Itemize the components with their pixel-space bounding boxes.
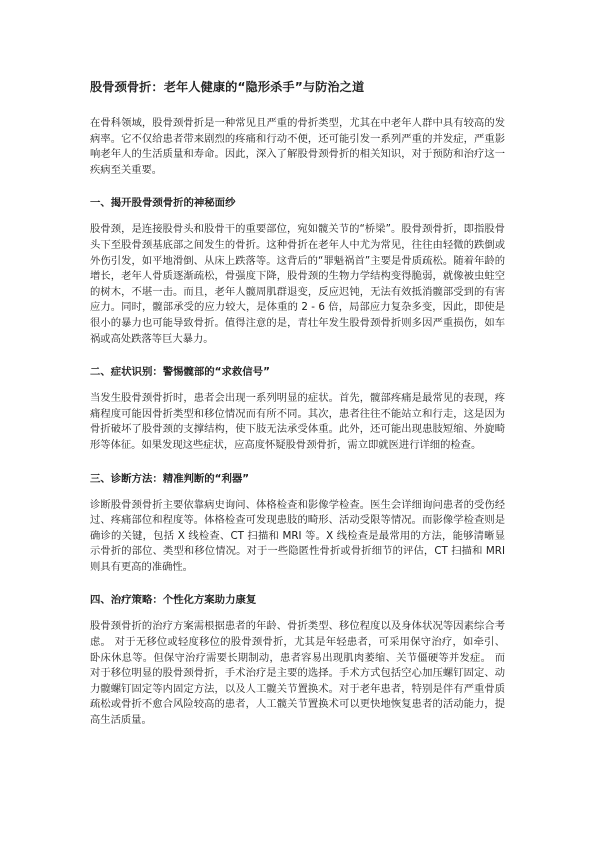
section-paragraph-symptoms: 当发生股骨颈骨折时，患者会出现一系列明显的症状。首先，髋部疼痛是最常见的表现，疼痛程度可能因骨折类型和移位情况而有所不同。其次，患者往往不能站立和行走，这是因为骨折破坏了股骨颈的支撑结构，使下肢无法承受体重。此外，还可能出现患肢短缩、外旋畸形等体征。如果发现这些症状，应高度怀疑股骨颈骨折，需立即就医进行详细的检查。: [90, 392, 505, 451]
section-heading-symptoms: 二、症状识别：警惕髋部的“求救信号”: [90, 366, 270, 379]
section-heading-diagnosis: 三、诊断方法：精准判断的“利器”: [90, 472, 250, 485]
document-page: [90, 78, 505, 729]
section-heading-treatment: 四、治疗策略：个性化方案助力康复: [90, 594, 257, 607]
intro-paragraph: 在骨科领域，股骨颈骨折是一种常见且严重的骨折类型，尤其在中老年人群中具有较高的发病率。它不仅给患者带来剧烈的疼痛和行动不便，还可能引发一系列严重的并发症，严重影响老年人的生活质量和寿命。因此，深入了解股骨颈骨折的相关知识，对于预防和治疗这一疾病至关重要。: [90, 117, 505, 176]
section-heading-overview: 一、揭开股骨颈骨折的神秘面纱: [90, 197, 236, 210]
section-paragraph-diagnosis: 诊断股骨颈骨折主要依靠病史询问、体格检查和影像学检查。医生会详细询问患者的受伤经过、疼痛部位和程度等。体格检查可发现患肢的畸形、活动受限等情况。而影像学检查则是确诊的关键，包括 X 线检查、CT 扫描和 MRI 等。X 线检查是最常用的方法，能够清晰显示骨折的部位、类型和移位情况。对于一些隐匿性骨折或骨折细节的评估，CT 扫描和 MRI 则具有更高的准确性。: [90, 498, 505, 573]
article-title: 股骨颈骨折：老年人健康的“隐形杀手”与防治之道: [90, 80, 365, 94]
section-paragraph-treatment: 股骨颈骨折的治疗方案需根据患者的年龄、骨折类型、移位程度以及身体状况等因素综合考虑。 对于无移位或轻度移位的股骨颈骨折，尤其是年轻患者，可采用保守治疗，如牵引、卧床休息等。但保守治疗需要长期制动，患者容易出现肌肉萎缩、关节僵硬等并发症。 而对于移位明显的股骨颈骨折，手术治疗是主要的选择。手术方式包括空心加压螺钉固定、动力髋螺钉固定等内固定方法，以及人工髋关节置换术。对于老年患者，特别是伴有严重骨质疏松或骨折不愈合风险较高的患者，人工髋关节置换术可以更快地恢复患者的活动能力，提高生活质量。: [90, 620, 505, 727]
section-paragraph-overview: 股骨颈，是连接股骨头和股骨干的重要部位，宛如髋关节的“桥梁”。股骨颈骨折，即指股骨头下至股骨颈基底部之间发生的骨折。这种骨折在老年人中尤为常见，往往由轻微的跌倒或外伤引发，如平地滑倒、从床上跌落等。这背后的“罪魁祸首”主要是骨质疏松。随着年龄的增长，老年人骨质逐渐疏松，骨强度下降，股骨颈的生物力学结构变得脆弱，就像被虫蛀空的树木，不堪一击。而且，老年人髋周肌群退变，反应迟钝，无法有效抵消髋部受到的有害应力。同时，髋部承受的应力较大，是体重的 2 - 6 倍，局部应力复杂多变，因此，即使是很小的暴力也可能导致骨折。值得注意的是，青壮年发生股骨颈骨折则多因严重损伤，如车祸或高处跌落等巨大暴力。: [90, 223, 505, 345]
